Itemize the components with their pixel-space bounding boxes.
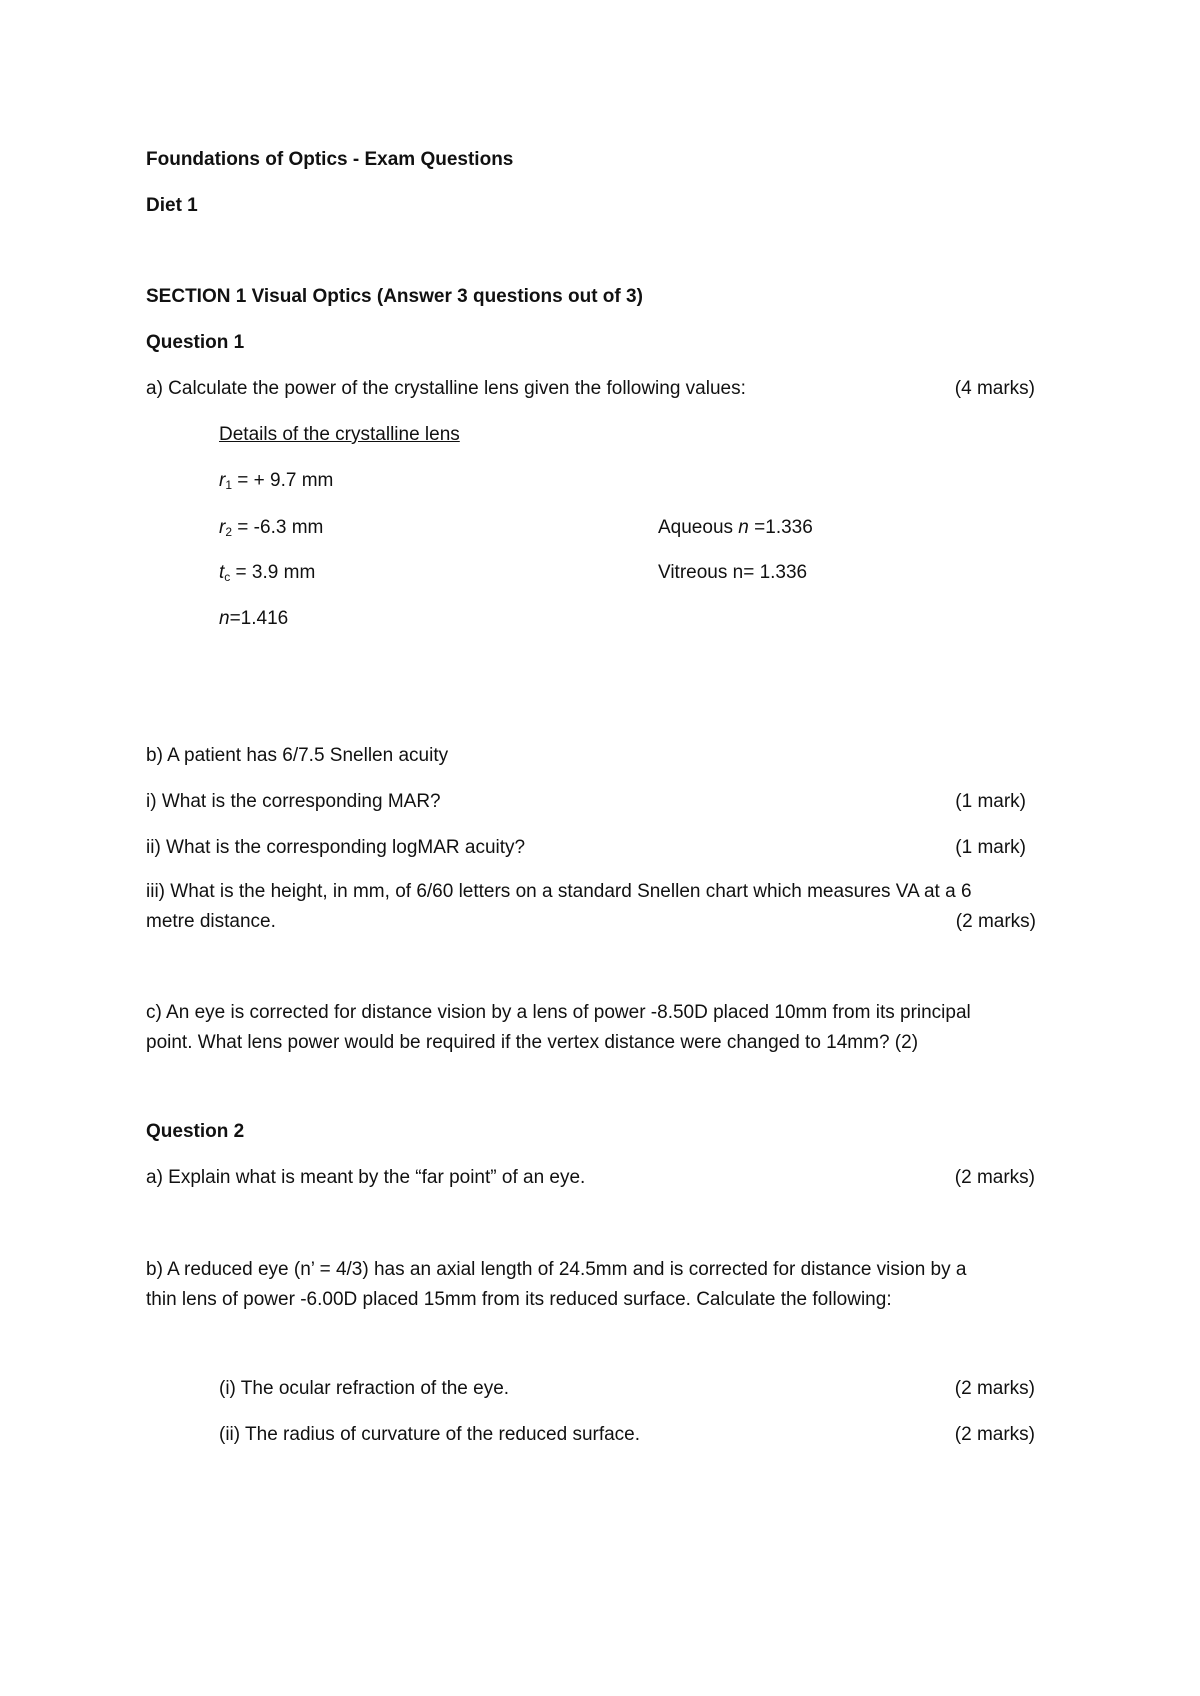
q1a-marks: (4 marks) <box>954 378 1035 399</box>
q1bi-text: i) What is the corresponding MAR? <box>146 791 441 812</box>
q1c-line-1: c) An eye is corrected for distance vision by a lens of power -8.50D placed 10mm from its principal <box>146 1002 971 1023</box>
q1biii-marks: (2 marks) <box>955 911 1036 932</box>
q1biii-line-2: metre distance. (2 marks) <box>146 907 1036 937</box>
q2b-paragraph <box>146 1255 1036 1315</box>
diet-label: Diet 1 <box>146 195 198 216</box>
question-1-heading: Question 1 <box>146 332 245 353</box>
q1bii-text: ii) What is the corresponding logMAR acuity? <box>146 837 526 858</box>
q2bii-marks: (2 marks) <box>954 1424 1035 1445</box>
q2a-text: a) Explain what is meant by the “far point” of an eye. <box>146 1167 586 1188</box>
tc-value: $t_c = 3.9$ mm <box>219 562 316 584</box>
r2-value: $r_2 = -6.3$ mm <box>219 517 324 539</box>
q2bi-text: (i) The ocular refraction of the eye. <box>219 1378 510 1399</box>
document-title: Foundations of Optics - Exam Questions <box>146 149 514 170</box>
lens-details-heading: Details of the crystalline lens <box>219 424 460 445</box>
q2bii-text: (ii) The radius of curvature of the reduced surface. <box>219 1424 641 1445</box>
lens-index: n=1.416 <box>219 608 289 629</box>
q1biii-line-1: iii) What is the height, in mm, of 6/60 letters on a standard Snellen chart which measures VA at a 6 <box>146 881 972 902</box>
q2b-line-1: b) A reduced eye (n’ = 4/3) has an axial length of 24.5mm and is corrected for distance vision by a <box>146 1259 967 1280</box>
section-heading: SECTION 1 Visual Optics (Answer 3 questions out of 3) <box>146 286 643 307</box>
r1-value: $r_1$ = + 9.7 mm <box>219 470 334 492</box>
q2b-line-2: thin lens of power -6.00D placed 15mm from its reduced surface. Calculate the following: <box>146 1289 892 1310</box>
question-2-heading: Question 2 <box>146 1121 245 1142</box>
q2a-marks: (2 marks) <box>954 1167 1035 1188</box>
q1biii-paragraph <box>146 877 1036 937</box>
q1a-text: a) Calculate the power of the crystalline lens given the following values: <box>146 378 746 399</box>
q1bii-marks: (1 mark) <box>955 837 1026 858</box>
q1c-paragraph <box>146 998 1036 1058</box>
vitreous-index: Vitreous n= 1.336 <box>658 562 808 583</box>
q1bi-marks: (1 mark) <box>955 791 1026 812</box>
q1c-line-2: point. What lens power would be required if the vertex distance were changed to 14mm? (2) <box>146 1032 919 1053</box>
aqueous-index: Aqueous n =1.336 <box>658 517 813 538</box>
q1b-text: b) A patient has 6/7.5 Snellen acuity <box>146 745 449 766</box>
q2bi-marks: (2 marks) <box>954 1378 1035 1399</box>
